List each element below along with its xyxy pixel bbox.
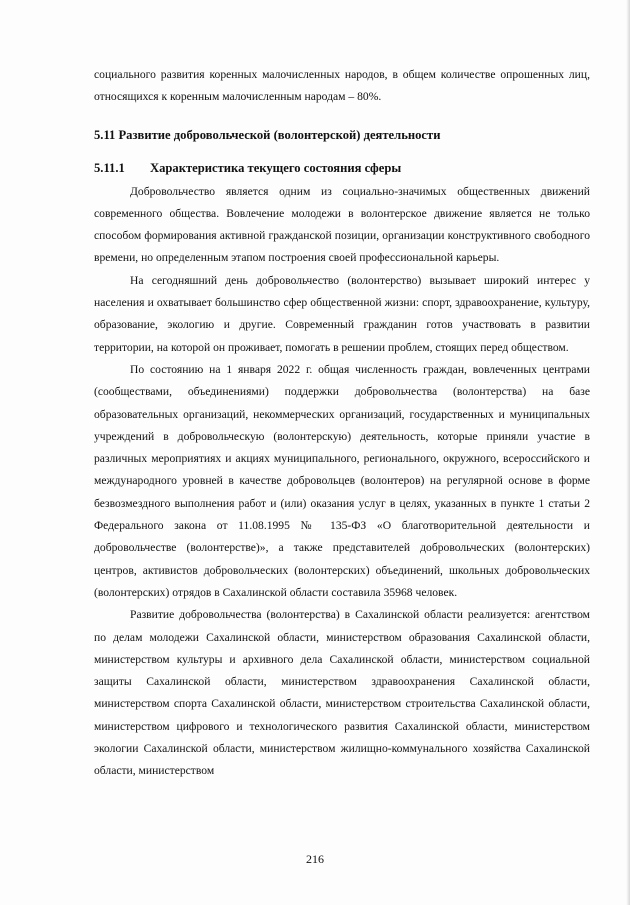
subsection-number: 5.11.1 xyxy=(94,160,125,175)
section-heading: 5.11 Развитие добровольческой (волонтерской) деятельности xyxy=(94,127,441,142)
paragraph-3: По состоянию на 1 января 2022 г. общая численность граждан, вовлеченных центрами (сообществами, объединениями) поддержки добровольчества (волонтерства) на базе образовательных организаций, некоммерческих организаций, государственных и муниципальных учреждений в добровольческую (волонтерскую) деятельность, которые приняли участие в различных мероприятиях и акциях муниципального, регионального, окружного, всероссийского и международного уровней в качестве добровольцев (волонтеров) на регулярной основе в форме безвозмездного выполнения работ и (или) оказания услуг в целях, указанных в пункте 1 статьи 2 Федерального закона от 11.08.1995 № 135-ФЗ «О благотворительной деятельности и добровольчестве (волонтерстве)», а также представителей добровольческих (волонтерских) центров, активистов добровольческих (волонтерских) объединений, школьных добровольческих (волонтерских) отрядов в Сахалинской области составила 35968 человек. xyxy=(94,362,590,599)
page-number: 216 xyxy=(306,852,324,866)
page-content xyxy=(94,64,590,783)
scan-edge xyxy=(626,0,630,905)
paragraph-4: Развитие добровольчества (волонтерства) в Сахалинской области реализуется: агентством по делам молодежи Сахалинской области, министерством образования Сахалинской области, министерством культуры и архивного дела Сахалинской области, министерством социальной защиты Сахалинской области, министерством здравоохранения Сахалинской области, министерством спорта Сахалинской области, министерством строительства Сахалинской области, министерством цифрового и технологического развития Сахалинской области, министерством экологии Сахалинской области, министерством жилищно-коммунального хозяйства Сахалинской области, министерством xyxy=(94,608,590,778)
subsection-heading xyxy=(94,155,590,181)
subsection-title: Характеристика текущего состояния сферы xyxy=(150,160,402,175)
paragraph-1: Добровольчество является одним из социально-значимых общественных движений современного общества. Вовлечение молодежи в волонтерское движение является не только способом формирования активной гражданской позиции, организации конструктивного свободного времени, но определенным этапом построения своей профессиональной карьеры. xyxy=(94,184,590,265)
paragraph-2: На сегодняшний день добровольчество (волонтерство) вызывает широкий интерес у населения и охватывает большинство сфер общественной жизни: спорт, здравоохранение, культуру, образование, экологию и другие. Современный гражданин готов участвовать в развитии территории, на которой он проживает, помогать в решении проблем, стоящих перед обществом. xyxy=(94,273,590,354)
intro-paragraph: социального развития коренных малочисленных народов, в общем количестве опрошенных лиц, относящихся к коренным малочисленным народам – 80%. xyxy=(94,68,590,104)
